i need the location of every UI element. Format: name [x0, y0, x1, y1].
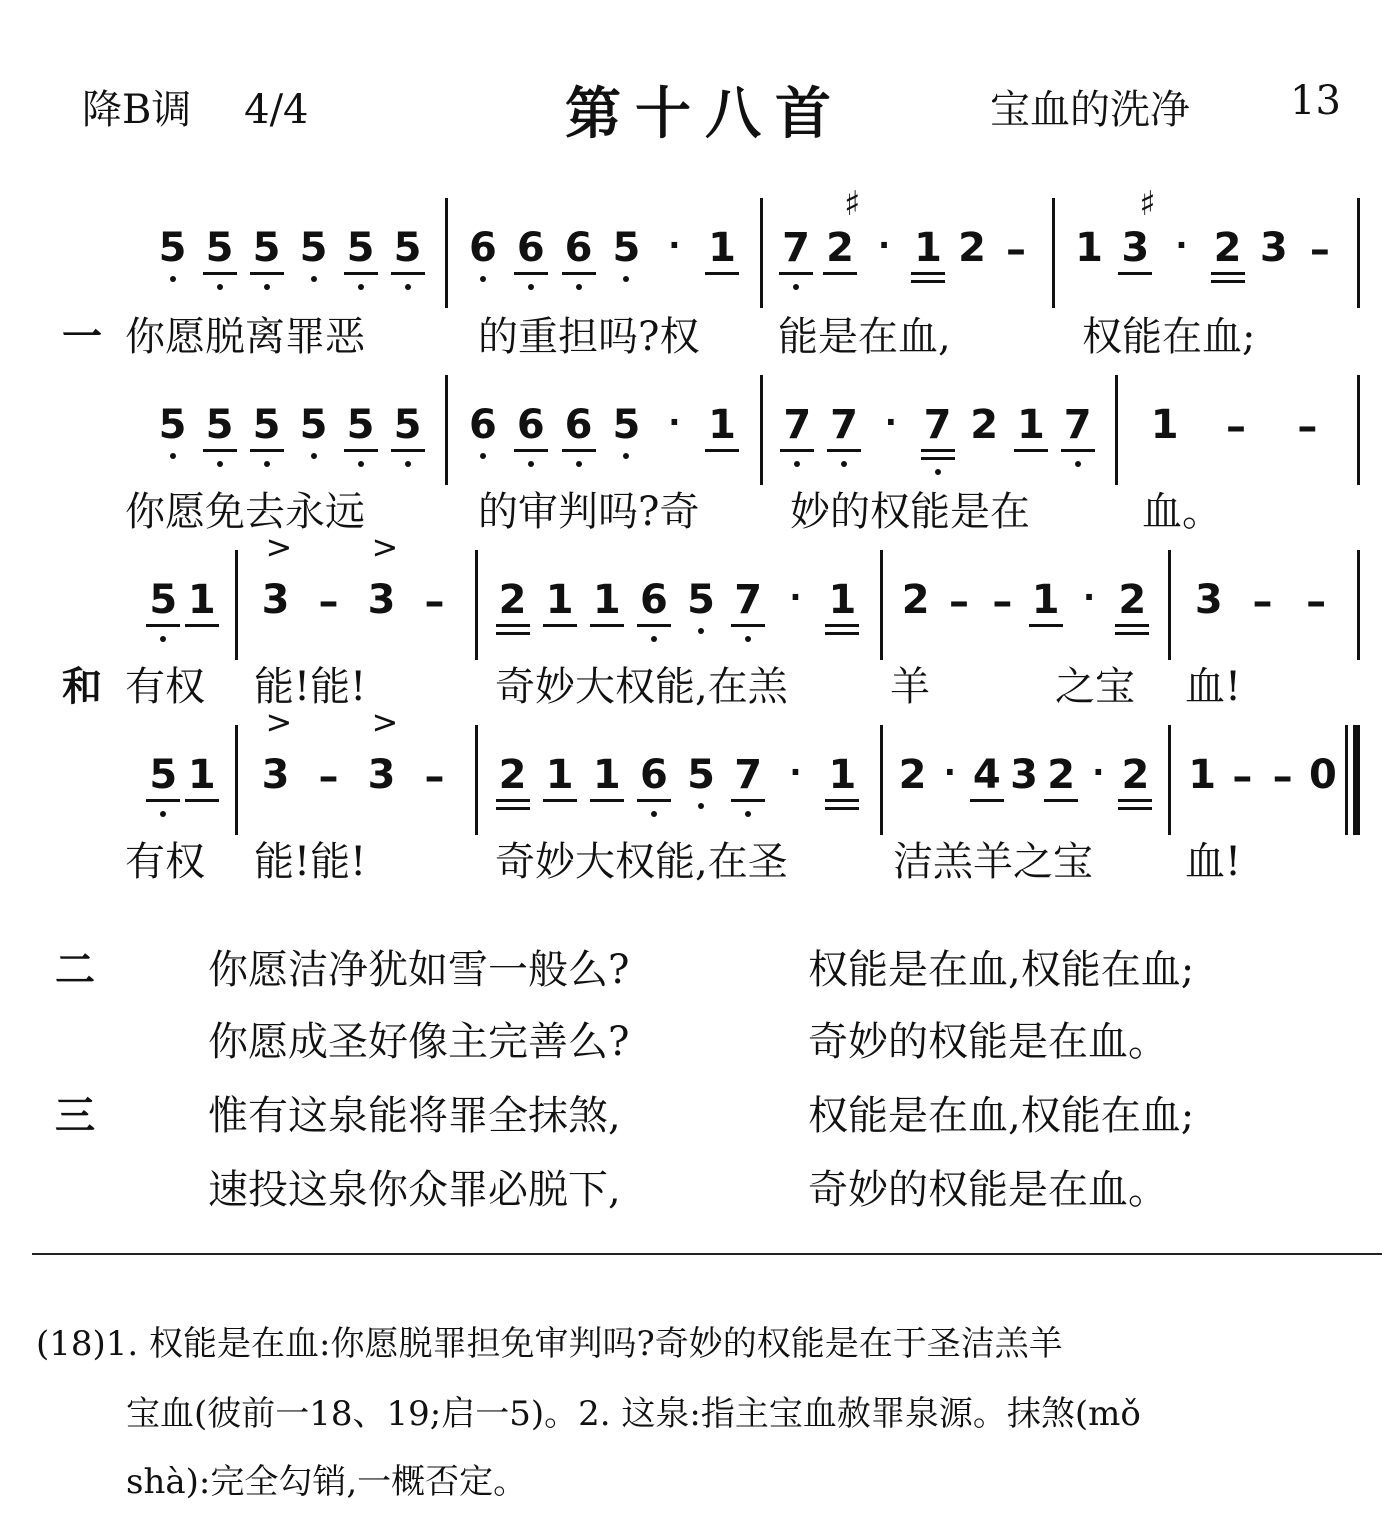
beat-underline	[1115, 632, 1149, 635]
low-octave-dot	[623, 276, 629, 282]
beat-underline	[1044, 799, 1078, 802]
beat-underline	[1061, 449, 1095, 452]
beat-underline	[911, 272, 945, 275]
note-2: 2	[498, 577, 527, 623]
note-6: 6	[468, 402, 497, 448]
note-5: 5	[393, 225, 422, 271]
note-7: 7	[830, 402, 858, 448]
beat-underline	[562, 449, 596, 452]
note-3: 3	[367, 577, 396, 623]
lyric-segment: 妙的权能是在	[790, 489, 1030, 535]
note-5: 5	[158, 402, 187, 448]
verse-3-line-2-a: 速投这泉你众罪必脱下,	[208, 1167, 621, 1213]
note-1: 1	[1017, 402, 1045, 448]
beat-underline	[731, 624, 765, 627]
low-octave-dot	[358, 461, 364, 467]
lyric-segment: 能!能!	[254, 664, 367, 710]
note-5: 5	[149, 577, 178, 623]
accent-mark: >	[371, 528, 399, 566]
sustain-dash: –	[424, 754, 445, 800]
sustain-dash: –	[424, 579, 445, 625]
note-5: 5	[252, 402, 281, 448]
beat-underline	[825, 799, 859, 802]
beat-underline	[921, 449, 955, 452]
barline	[475, 725, 478, 835]
verse-2-line-1-b: 权能是在血,权能在血;	[808, 947, 1195, 993]
note-1: 1	[592, 752, 621, 798]
note-1: 1	[1075, 225, 1103, 271]
beat-underline	[496, 632, 530, 635]
note-2: 2	[1047, 752, 1076, 798]
low-octave-dot	[480, 453, 486, 459]
note-5: 5	[205, 402, 234, 448]
note-2: 2	[1121, 752, 1150, 798]
note-3: 3	[1194, 577, 1223, 623]
low-octave-dot	[264, 461, 270, 467]
beat-underline	[1211, 272, 1245, 275]
verse-label-2: 二	[55, 947, 95, 993]
beat-underline	[543, 624, 577, 627]
lyric-segment: 权能在血;	[1082, 314, 1256, 360]
low-octave-dot	[217, 284, 223, 290]
beat-underline	[496, 807, 530, 810]
augmentation-dot: ·	[943, 753, 956, 791]
beat-underline	[562, 272, 596, 275]
note-1: 1	[187, 577, 216, 623]
barline	[235, 550, 238, 660]
low-octave-dot	[528, 284, 534, 290]
note-6: 6	[516, 402, 545, 448]
note-6: 6	[564, 402, 593, 448]
note-3: 3	[1010, 752, 1038, 798]
sharp-sign: ♯	[844, 184, 861, 224]
accent-mark: >	[265, 528, 293, 566]
barline	[445, 198, 448, 308]
augmentation-dot: ·	[1175, 226, 1188, 264]
low-octave-dot	[698, 628, 704, 634]
sustain-dash: –	[1226, 404, 1246, 450]
low-octave-dot	[528, 461, 534, 467]
low-octave-dot	[841, 461, 847, 467]
note-5: 5	[346, 402, 375, 448]
sustain-dash: –	[1297, 404, 1318, 450]
augmentation-dot: ·	[789, 753, 802, 791]
low-octave-dot	[651, 811, 657, 817]
barline	[1357, 550, 1360, 660]
lyric-segment: 血!	[1185, 664, 1242, 710]
note-2: 2	[1118, 577, 1147, 623]
barline	[760, 198, 763, 308]
lyric-segment: 奇妙大权能,在羔	[495, 664, 788, 710]
note-3: 3	[367, 752, 396, 798]
note-7: 7	[1063, 402, 1092, 448]
page-number: 13	[1290, 78, 1341, 124]
final-barline-thin	[1345, 725, 1348, 835]
note-1: 1	[828, 752, 857, 798]
sustain-dash: –	[949, 579, 969, 625]
note-6: 6	[640, 752, 668, 798]
barline	[1357, 198, 1360, 308]
beat-underline	[514, 272, 548, 275]
low-octave-dot	[651, 636, 657, 642]
beat-underline	[911, 280, 945, 283]
beat-underline	[780, 449, 814, 452]
sustain-dash: –	[318, 754, 339, 800]
sustain-dash: –	[1309, 227, 1330, 273]
note-5: 5	[687, 577, 715, 623]
note-1: 1	[1031, 577, 1060, 623]
beat-underline	[1211, 280, 1245, 283]
beat-underline	[496, 799, 530, 802]
low-octave-dot	[311, 276, 317, 282]
barline	[1115, 375, 1118, 485]
low-octave-dot	[405, 284, 411, 290]
augmentation-dot: ·	[789, 578, 802, 616]
note-5: 5	[205, 225, 234, 271]
lyric-segment: 能是在血,	[778, 314, 951, 360]
barline	[235, 725, 238, 835]
time-signature: 4/4	[244, 87, 309, 133]
beat-underline	[637, 799, 671, 802]
note-1: 1	[1150, 402, 1179, 448]
beat-underline	[203, 272, 237, 275]
lyric-segment: 你愿脱离罪恶	[125, 314, 365, 360]
lyric-segment: 洁羔羊之宝	[893, 839, 1093, 885]
low-octave-dot	[160, 636, 166, 642]
lyric-segment: 之宝	[1055, 664, 1135, 710]
verse-label-1: 一	[62, 314, 102, 360]
barline	[1357, 375, 1360, 485]
note-3: 3	[1121, 225, 1150, 271]
page-title: 第十八首	[565, 82, 845, 147]
verse-2-line-2-b: 奇妙的权能是在血。	[808, 1019, 1168, 1065]
note-1: 1	[914, 225, 942, 271]
beat-underline	[185, 799, 219, 802]
beat-underline	[250, 449, 284, 452]
note-5: 5	[612, 225, 641, 271]
verse-2-line-1-a: 你愿洁净犹如雪一般么?	[208, 947, 630, 993]
verse-3-line-1-b: 权能是在血,权能在血;	[808, 1093, 1195, 1139]
low-octave-dot	[405, 461, 411, 467]
low-octave-dot	[698, 803, 704, 809]
barline	[760, 375, 763, 485]
beat-underline	[250, 272, 284, 275]
lyric-segment: 血。	[1142, 489, 1222, 535]
sustain-dash: –	[1306, 579, 1327, 625]
beat-underline	[823, 272, 857, 275]
low-octave-dot	[311, 453, 317, 459]
low-octave-dot	[935, 469, 941, 475]
barline	[445, 375, 448, 485]
lyric-segment: 有权	[125, 664, 205, 710]
key-signature	[82, 78, 309, 135]
note-1: 1	[708, 402, 736, 448]
note-5: 5	[149, 752, 178, 798]
beat-underline	[825, 624, 859, 627]
low-octave-dot	[170, 276, 176, 282]
beat-underline	[590, 799, 624, 802]
note-1: 1	[592, 577, 621, 623]
beat-underline	[203, 449, 237, 452]
note-6: 6	[564, 225, 593, 271]
lyric-segment: 你愿免去永远	[125, 489, 365, 535]
sustain-dash: –	[992, 579, 1013, 625]
note-5: 5	[299, 225, 328, 271]
low-octave-dot	[745, 811, 751, 817]
sustain-dash: –	[1252, 579, 1273, 625]
note-3: 3	[1259, 225, 1288, 271]
beat-underline	[496, 624, 530, 627]
barline	[880, 550, 883, 660]
beat-underline	[921, 457, 955, 460]
note-2: 2	[958, 225, 986, 271]
beat-underline	[825, 632, 859, 635]
note-6: 6	[640, 577, 668, 623]
note-6: 6	[516, 225, 545, 271]
beat-underline	[970, 799, 1004, 802]
note-0: 0	[1308, 752, 1337, 798]
footnote-divider	[32, 1253, 1382, 1255]
beat-underline	[1029, 624, 1063, 627]
note-7: 7	[782, 225, 810, 271]
note-2: 2	[498, 752, 527, 798]
note-6: 6	[468, 225, 497, 271]
note-5: 5	[346, 225, 375, 271]
low-octave-dot	[358, 284, 364, 290]
note-1: 1	[545, 752, 574, 798]
beat-underline	[344, 272, 378, 275]
low-octave-dot	[1075, 461, 1081, 467]
beat-underline	[543, 799, 577, 802]
low-octave-dot	[576, 461, 582, 467]
hymn-theme: 宝血的洗净	[990, 87, 1190, 133]
note-5: 5	[299, 402, 328, 448]
note-4: 4	[972, 752, 1001, 798]
note-1: 1	[1188, 752, 1217, 798]
barline	[1168, 550, 1171, 660]
note-2: 2	[901, 577, 930, 623]
beat-underline	[1014, 449, 1048, 452]
note-1: 1	[828, 577, 857, 623]
low-octave-dot	[745, 636, 751, 642]
note-7: 7	[734, 752, 763, 798]
note-7: 7	[734, 577, 763, 623]
barline	[475, 550, 478, 660]
beat-underline	[344, 449, 378, 452]
augmentation-dot: ·	[878, 226, 891, 264]
lyric-segment: 奇妙大权能,在圣	[495, 839, 788, 885]
key-text: 降B调	[82, 87, 192, 133]
footnote-line-1: (18)1. 权能是在血:你愿脱罪担免审判吗?奇妙的权能是在于圣洁羔羊	[36, 1324, 1063, 1364]
note-7: 7	[783, 402, 812, 448]
beat-underline	[825, 807, 859, 810]
sustain-dash: –	[318, 579, 339, 625]
augmentation-dot: ·	[884, 403, 897, 441]
beat-underline	[731, 799, 765, 802]
low-octave-dot	[160, 811, 166, 817]
beat-underline	[590, 624, 624, 627]
beat-underline	[391, 272, 425, 275]
lyric-segment: 血!	[1185, 839, 1242, 885]
barline	[1052, 198, 1055, 308]
beat-underline	[391, 449, 425, 452]
sustain-dash: –	[1232, 754, 1253, 800]
low-octave-dot	[217, 461, 223, 467]
note-2: 2	[970, 402, 999, 448]
lyric-segment: 的审判吗?奇	[478, 489, 700, 535]
sustain-dash: –	[1006, 227, 1026, 273]
low-octave-dot	[576, 284, 582, 290]
beat-underline	[146, 799, 180, 802]
sharp-sign: ♯	[1139, 184, 1156, 224]
beat-underline	[185, 624, 219, 627]
note-5: 5	[252, 225, 281, 271]
note-7: 7	[923, 402, 952, 448]
low-octave-dot	[793, 284, 799, 290]
note-2: 2	[898, 752, 927, 798]
footnote-line-3: shà):完全勾销,一概否定。	[126, 1462, 528, 1502]
accent-mark: >	[265, 703, 293, 741]
beat-underline	[705, 272, 739, 275]
sustain-dash: –	[1272, 754, 1293, 800]
lyric-segment: 有权	[125, 839, 205, 885]
low-octave-dot	[264, 284, 270, 290]
note-3: 3	[261, 577, 290, 623]
lyric-segment: 羊	[890, 664, 930, 710]
beat-underline	[514, 449, 548, 452]
barline	[880, 725, 883, 835]
low-octave-dot	[480, 276, 486, 282]
low-octave-dot	[170, 453, 176, 459]
beat-underline	[637, 624, 671, 627]
footnote-line-2: 宝血(彼前一18、19;启一5)。2. 这泉:指主宝血赦罪泉源。抹煞(mǒ	[126, 1394, 1141, 1434]
beat-underline	[1118, 799, 1152, 802]
note-2: 2	[1213, 225, 1242, 271]
beat-underline	[705, 449, 739, 452]
note-5: 5	[687, 752, 715, 798]
final-barline-thick	[1353, 725, 1360, 835]
low-octave-dot	[794, 461, 800, 467]
note-1: 1	[187, 752, 216, 798]
verse-label-1: 和	[62, 664, 102, 710]
augmentation-dot: ·	[668, 403, 681, 441]
note-3: 3	[261, 752, 290, 798]
low-octave-dot	[623, 453, 629, 459]
verse-2-line-2-a: 你愿成圣好像主完善么?	[208, 1019, 630, 1065]
augmentation-dot: ·	[668, 226, 681, 264]
note-1: 1	[545, 577, 574, 623]
accent-mark: >	[371, 703, 399, 741]
beat-underline	[827, 449, 861, 452]
note-5: 5	[393, 402, 422, 448]
note-5: 5	[612, 402, 641, 448]
beat-underline	[146, 624, 180, 627]
augmentation-dot: ·	[1092, 753, 1105, 791]
verse-label-3: 三	[55, 1093, 95, 1139]
lyric-segment: 的重担吗?权	[478, 314, 700, 360]
verse-3-line-1-a: 惟有这泉能将罪全抹煞,	[208, 1093, 621, 1139]
note-2: 2	[826, 225, 854, 271]
note-1: 1	[708, 225, 736, 271]
verse-3-line-2-b: 奇妙的权能是在血。	[808, 1167, 1168, 1213]
beat-underline	[1115, 624, 1149, 627]
augmentation-dot: ·	[1083, 578, 1096, 616]
beat-underline	[779, 272, 813, 275]
lyric-segment: 能!能!	[254, 839, 367, 885]
beat-underline	[1118, 272, 1152, 275]
barline	[1168, 725, 1171, 835]
note-5: 5	[158, 225, 187, 271]
beat-underline	[1118, 807, 1152, 810]
